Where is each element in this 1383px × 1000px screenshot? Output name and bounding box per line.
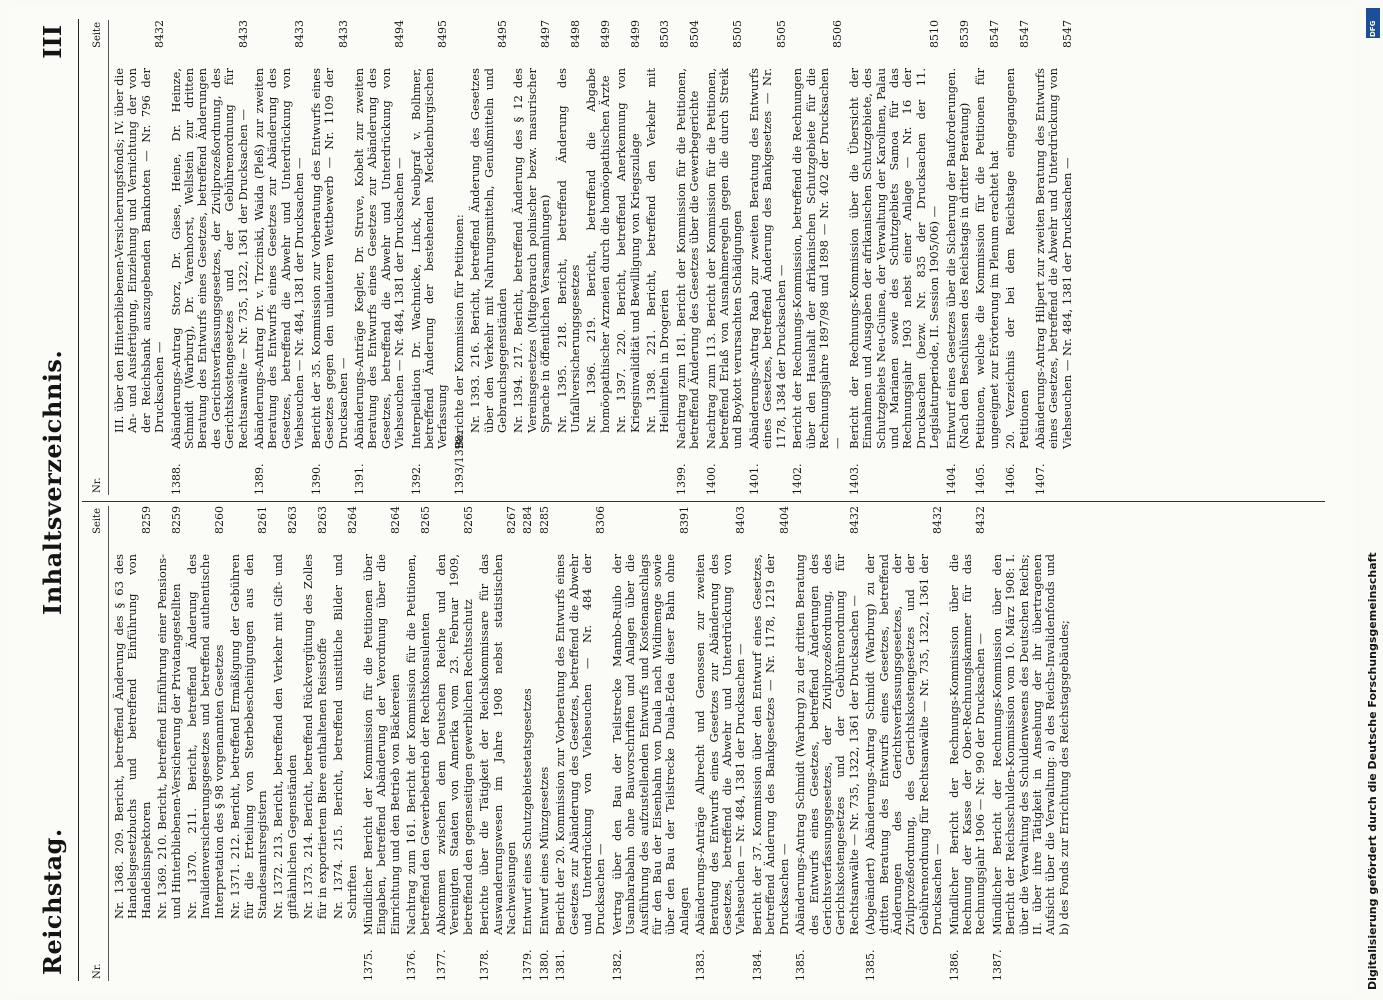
page-number: III [38, 25, 67, 59]
header-left: Reichstag. [38, 828, 67, 975]
entry-number: 1385. [864, 949, 878, 981]
entry-text: Interpellation Dr. Wachnicke, Linck, Neubgraf v. Bolhmer, betreffend Änderung der bestehenden Mecklenburgischen Verfassung [408, 68, 450, 449]
entry-text: Abänderungs-Anträge Kegler, Dr. Struve, Kobelt zur zweiten Beratung des Entwurfs eines Gesetzes zur Abänderung des Gesetzes, betreffend die Abwehr und Unterdrückung von Viehseuchen — Nr. 484, 1381 der Drucksachen — [351, 68, 407, 449]
toc-entry [113, 506, 153, 981]
toc-entry [186, 506, 226, 981]
entry-text: Abänderungs-Antrag Hilpert zur zweiten Beratung des Entwurfs eines Gesetzes, betreffend die Abwehr und Unterdrückung von Viehseuchen — Nr. 484, 1381 der Drucksachen — [1033, 68, 1074, 449]
toc-entry [310, 20, 350, 495]
nr-label: Nr. [92, 963, 103, 979]
entry-text: 20. Verzeichnis der bei dem Reichstage eingegangenen Petitionen [1003, 68, 1031, 449]
entry-number: 1406. [1004, 463, 1018, 495]
toc-entry [229, 506, 269, 981]
page-header [38, 5, 78, 995]
entry-page: 8285 [537, 506, 551, 534]
toc-entry [453, 20, 466, 495]
toc-entry [512, 20, 552, 495]
document-page [10, 5, 1355, 995]
entry-text: Entwurf eines Gesetzes über die Sicherung der Bauforderungen. (Nach den Beschlüssen des Reichstags in dritter Beratung) [943, 68, 971, 449]
entry-number: 1380. [537, 949, 551, 981]
side-credit-text: Digitalisierung gefördert durch die Deutsche Forschungsgemeinschaft [1366, 552, 1379, 990]
entry-text: III. über den Hinterbliebenen-Versicherungsfonds; IV. über die An- und Ausfertigung, Einziehung und Vernichtung der von der Reichsbank auszugebenden Banknoten — Nr. 796 der Drucksachen — [112, 68, 167, 433]
entry-text: Abänderungs-Antrag Schmidt (Warburg) zu der dritten Beratung des Entwurfs eines Gesetzes, betreffend Änderungen des Gerichtsverfassungsgesetzes, der Zivilprozeßordnung, des Gerichtskostengesetzes und der Gebührenordnung für Rechtsanwälte — Nr. 735, 1322, 1361 der Drucksachen — [793, 554, 861, 935]
column-divider [82, 501, 1325, 502]
toc-entry [645, 20, 672, 495]
entry-number: 1379. [521, 949, 535, 981]
toc-entry [611, 506, 691, 981]
entry-page: 8265 [418, 506, 432, 534]
header-rule [78, 19, 79, 981]
entry-number: 1376. [405, 949, 419, 981]
entry-page: 8433 [336, 20, 350, 48]
entry-page: 8494 [393, 20, 407, 48]
entry-page: 8432 [847, 506, 861, 534]
entry-number: 1385. [794, 949, 808, 981]
entry-number: 1405. [974, 463, 988, 495]
entry-text: Abänderungs-Anträge Albrecht und Genossen zur zweiten Beratung des Entwurfs eines Gesetzes zur Abänderung des Gesetzes, betreffend die Abwehr und Unterdrückung von Viehseuchen — Nr. 484, 1381 der Drucksachen — [693, 554, 748, 935]
entry-page: 8261 [256, 506, 270, 534]
entry-text: Nr. 1393. 216. Bericht, betreffend Änderung des Gesetzes über den Verkehr mit Nahrungsmitteln, Genußmitteln und Gebrauchsgegenständen [468, 68, 509, 433]
toc-entry [332, 506, 359, 981]
toc-entry [748, 20, 788, 495]
entry-text: Nr. 1374. 215. Bericht, betreffend unsittliche Bilder und Schriften [331, 554, 359, 919]
toc-entry [302, 506, 329, 981]
entry-page: 8495 [495, 20, 509, 48]
entry-page: 8503 [658, 20, 672, 48]
entry-page: 8498 [569, 20, 582, 48]
toc-entry [554, 506, 608, 981]
entry-text: Nr. 1373. 214. Bericht, betreffend Rückvergütung des Zolles für in exportiertem Biere enthaltenen Reisstoffe [301, 554, 329, 919]
entry-text: Nr. 1398. 221. Bericht, betreffend den Verkehr mit Heilmitteln in Drogerien [644, 68, 672, 433]
entry-text: Mündlicher Bericht der Rechnungs-Kommission über den Bericht der Reichsschulden-Kommission vom 10. März 1908: I. über die Verwaltung des Schuldenwesens des Deutschen Reichs; II. über ihre Tätigkeit in Ansehung der ihr übertragenen Aufsicht über die Verwaltung: a) des Reichs-Invalidenfonds und b) des Fonds zur Errichtung des Reichstagsgebäudes; [989, 554, 1071, 935]
entry-page: 8432 [153, 20, 167, 48]
entry-text: Abkommen zwischen dem Deutschen Reiche und den Vereinigten Staaten von Amerika vom 23. Februar 1909, betreffend den gegenseitigen gewerblichen Rechtsschutz [433, 554, 475, 935]
entry-text: Nachtrag zum 161. Bericht der Kommission für die Petitionen, betreffend den Gewerbebetrieb der Rechtskonsulenten [404, 554, 432, 935]
entry-page: 8432 [974, 506, 988, 534]
toc-entry [945, 20, 972, 495]
right-column [90, 20, 1077, 495]
seite-label: Seite [92, 508, 103, 534]
entry-text: Abänderungs-Antrag Dr. v. Trzcinski, Waida (Pleß) zur zweiten Beratung des Entwurfs eines Gesetzes zur Abänderung des Gesetzes, betreffend die Abwehr und Unterdrückung von Viehseuchen — Nr. 484, 1381 der Drucksachen — [252, 68, 307, 449]
entry-text: Berichte der Kommission für Petitionen: [451, 214, 466, 449]
entry-page: 8433 [293, 20, 307, 48]
entry-page: 8267 [504, 506, 518, 534]
entry-page: 8504 [688, 20, 702, 48]
entry-page: 8506 [831, 20, 845, 48]
entry-text: Abänderungs-Antrag Raab zur zweiten Beratung des Entwurfs eines Gesetzes, betreffend Änderung des Bankgesetzes — Nr. 1178, 1384 der Drucksachen — [746, 68, 788, 449]
entry-number: 1392. [409, 463, 423, 495]
entry-number: 1393/1398. [452, 431, 466, 495]
toc-entry [1034, 20, 1074, 495]
header-center: Inhaltsverzeichnis. [38, 349, 67, 615]
toc-entry [675, 20, 702, 495]
seite-label: Seite [92, 22, 103, 48]
entry-text: Nr. 1396. 219. Bericht, betreffend die Abgabe homöopathischer Arzneien durch die homöopathischen Ärzte [584, 68, 612, 433]
entry-text: Berichte über die Tätigkeit der Reichskommissare für das Auswanderungswesen im Jahre 1908 nebst statistischen Nachweisungen [477, 554, 518, 935]
entry-page: 8499 [598, 20, 612, 48]
entry-page: 8264 [345, 506, 359, 534]
entry-number: 1377. [434, 949, 448, 981]
entry-page: 8539 [957, 20, 971, 48]
entry-number: 1388. [169, 463, 183, 495]
entry-text: Nachtrag zum 113. Bericht der Kommission für die Petitionen, betreffend Erlaß von Ausnahmeregeln gegen die durch Streik und Boykott verursachten Schädigungen [703, 68, 745, 449]
nr-label: Nr. [92, 477, 103, 493]
entry-number: 1378. [478, 949, 492, 981]
entry-page: 8404 [777, 506, 791, 534]
entry-text: Entwurf eines Münzgesetzes [536, 766, 551, 935]
entry-number: 1384. [750, 949, 764, 981]
entry-page: 8432 [931, 506, 945, 534]
toc-entry [848, 20, 942, 495]
entry-number: 1386. [947, 949, 961, 981]
entry-number: 1401. [747, 463, 761, 495]
entry-text: Entwurf eines Schutzgebietsetatsgesetzes [520, 688, 535, 935]
toc-entry [585, 20, 612, 495]
entry-text: Nr. 1394. 217. Bericht, betreffend Änderung des § 12 des Vereinsgesetzes (Mitgebrauch polnischer bezw. masurischer Sprache in öffentlichen Versammlungen) [511, 68, 553, 433]
toc-entry [1004, 20, 1031, 495]
entry-text: Bericht der 20. Kommission zur Vorberatung des Entwurfs eines Gesetzes zur Abänderung des Gesetzes, betreffend die Abwehr und Unterdrückung von Viehseuchen — Nr. 484 der Drucksachen — [553, 554, 608, 935]
entry-page: 8403 [734, 506, 748, 534]
entry-text: Bericht der 37. Kommission über den Entwurf eines Gesetzes, betreffend Änderung des Bankgesetzes — Nr. 1178, 1219 der Drucksachen — [749, 554, 791, 935]
entry-text: Bericht der 35. Kommission zur Vorberatung des Entwurfs eines Gesetzes gegen den unlauteren Wettbewerb — Nr. 1109 der Drucksachen — [308, 68, 350, 449]
entry-page: 8547 [1017, 20, 1031, 48]
entry-page: 8505 [731, 20, 745, 48]
entry-text: Nr. 1368. 209. Bericht, betreffend Änderung des § 63 des Handelsgesetzbuchs und betreffend Einführung von Handelsinspektoren [112, 554, 153, 919]
toc-entry [991, 506, 1071, 981]
entry-text: Nachtrag zum 181. Bericht der Kommission für die Petitionen, betreffend Änderung des Gesetzes über die Gewerbegerichte [673, 68, 702, 449]
entry-number: 1402. [791, 463, 805, 495]
toc-entry [538, 506, 551, 981]
dfg-logo-text: DFG [1369, 20, 1377, 37]
entry-text: Mündlicher Bericht der Kommission für die Petitionen über Eingaben, betreffend Abänderung der Verordnung über die Einrichtung und den Betrieb von Bäckereien [360, 554, 402, 935]
entry-page: 8497 [539, 20, 553, 48]
entry-text: (Abgeändert) Abänderungs-Antrag Schmidt (Warburg) zu der dritten Beratung des Entwurfs eines Gesetzes, betreffend Änderungen des Gerichtsverfassungsgesetzes, der Zivilprozeßordnung, des Gerichtskostengesetzes und der Gebührenordnung für Rechtsanwälte — Nr. 735, 1322, 1361 der Drucksachen — [863, 554, 945, 935]
left-column [90, 506, 1074, 981]
entry-text: Mündlicher Bericht der Rechnungs-Kommission über die Rechnung der Kasse der Ober-Rechnungskammer für das Rechnungsjahr 1906 — Nr. 990 der Drucksachen — [946, 554, 988, 935]
entry-text: Nr. 1397. 220. Bericht, betreffend Anerkennung von Kriegsinvalidität und Bewilligung von Kriegszulage [614, 68, 642, 433]
entry-number: 1391. [352, 463, 366, 495]
toc-entry [170, 20, 250, 495]
toc-entry [556, 20, 583, 495]
entry-page: 8259 [169, 506, 183, 534]
toc-entry [353, 20, 407, 495]
entry-number: 1389. [253, 463, 267, 495]
entry-number: 1383. [694, 949, 708, 981]
toc-entry [794, 506, 861, 981]
entry-page: 8284 [521, 506, 535, 534]
toc-entry [113, 20, 167, 495]
entry-page: 8264 [388, 506, 402, 534]
entry-number: 1403. [847, 463, 861, 495]
entry-page: 8391 [677, 506, 691, 534]
entry-number: 1381. [554, 949, 568, 981]
toc-entry [469, 20, 509, 495]
entry-page: 8260 [212, 506, 226, 534]
entry-text: Abänderungs-Antrag Storz, Dr. Giese, Heine, Dr. Heinze, Schmidt (Warburg), Dr. Varenhorst, Wellstein zur dritten Beratung des Entwurfs eines Gesetzes, betreffend Änderungen des Gerichtsverfassungsgesetzes, der Zivilprozeßordnung, des Gerichtskostengesetzes und der Gebührenordnung für Rechtsanwälte — Nr. 735, 1322, 1361 der Drucksachen — [168, 68, 250, 449]
entry-number: 1375. [361, 949, 375, 981]
side-credit [1362, 0, 1383, 1000]
entry-text: Nr. 1395. 218. Bericht, betreffend Änderung des Unfallversicherungsgesetzes [554, 68, 582, 433]
toc-entry [615, 20, 642, 495]
toc-entry [362, 506, 402, 981]
toc-entry [156, 506, 183, 981]
toc-entry [272, 506, 299, 981]
entry-page: 8306 [594, 506, 608, 534]
entry-text: Nr. 1370. 211. Bericht, betreffend Änderung des Invalidenversicherungsgesetzes und betreffend authentische Interpretation des § 98 vorgenannten Gesetzes [185, 554, 226, 919]
entry-text: Vertrag über den Bau der Teilstrecke Mambo-Ruiho der Usambarabahn ohne Bauvorschriften und Anlagen über die Ausführung des aufzustellenden Entwurfs und Kostenanschlags für den Bau der Eisenbahn von Duala nach Widimenge sowie über den Bau der Teilstrecke Duala-Edea dieser Bahn ohne Anlagen [609, 554, 691, 935]
entry-page: 8433 [236, 20, 250, 48]
entry-number: 1399. [674, 463, 688, 495]
entry-page: 8263 [285, 506, 299, 534]
entry-page: 8547 [1060, 20, 1074, 48]
toc-entry [864, 506, 944, 981]
left-column-head [90, 506, 109, 981]
entry-text: Bericht der Rechnungs-Kommission, betreffend die Rechnungen über den Haushalt der afrikanischen Schutzgebiete für die Rechnungsjahre 1897/98 und 1898 — Nr. 402 der Drucksachen — [790, 68, 845, 449]
entry-text: Nr. 1372. 213. Bericht, betreffend den Verkehr mit Gift- und giftähnlichen Gegenständen [271, 554, 299, 919]
toc-entry [751, 506, 791, 981]
toc-entry [253, 20, 307, 495]
entry-number: 1382. [610, 949, 624, 981]
entry-text: Bericht der Rechnungs-Kommission über die Übersicht der Einnahmen und Ausgaben der afrikanischen Schutzgebiete, des Schutzgebiets Neu-Guinea, der Verwaltung der Karolinen, Palau und Marianen sowie des Schutzgebiets Samoa für das Rechnungsjahr 1903 nebst einer Anlage — Nr. 16 der Drucksachen (bezw. Nr. 835 der Drucksachen der 11. Legislaturperiode, II. Session 1905/06) — [846, 68, 942, 449]
toc-entry [410, 20, 450, 495]
entry-number: 1387. [990, 949, 1004, 981]
right-column-head [90, 20, 109, 495]
toc-entry [948, 506, 988, 981]
entry-number: 1407. [1034, 463, 1047, 495]
entry-text: Nr. 1371. 212. Bericht, betreffend Ermäßigung der Gebühren für die Erteilung von Sterbebescheinigungen aus den Standesamtsregistern [228, 554, 270, 919]
entry-page: 8265 [461, 506, 475, 534]
toc-entry [478, 506, 518, 981]
entry-page: 8547 [987, 20, 1001, 48]
toc-entry [974, 20, 1001, 495]
entry-text: Petitionen, welche die Kommission für die Petitionen für ungeeignet zur Erörterung im Plenum erachtet hat [973, 68, 1001, 449]
toc-entry [705, 20, 745, 495]
entry-number: 1404. [944, 463, 958, 495]
entry-number: 1390. [309, 463, 323, 495]
toc-entry [521, 506, 534, 981]
entry-page: 8510 [928, 20, 942, 48]
entry-page: 8263 [315, 506, 329, 534]
toc-entry [791, 20, 845, 495]
toc-entry [694, 506, 748, 981]
rotated-content [10, 5, 1355, 995]
toc-entry [405, 506, 432, 981]
entry-page: 8505 [774, 20, 788, 48]
entry-page: 8259 [139, 506, 153, 534]
entry-page: 8499 [628, 20, 642, 48]
entry-page: 8495 [436, 20, 450, 48]
entry-text: Nr. 1369. 210. Bericht, betreffend Einführung einer Pensions- und Hinterbliebenen-Versicherung der Privatangestellten [155, 554, 183, 919]
entry-number: 1400. [704, 463, 718, 495]
toc-entry [435, 506, 475, 981]
